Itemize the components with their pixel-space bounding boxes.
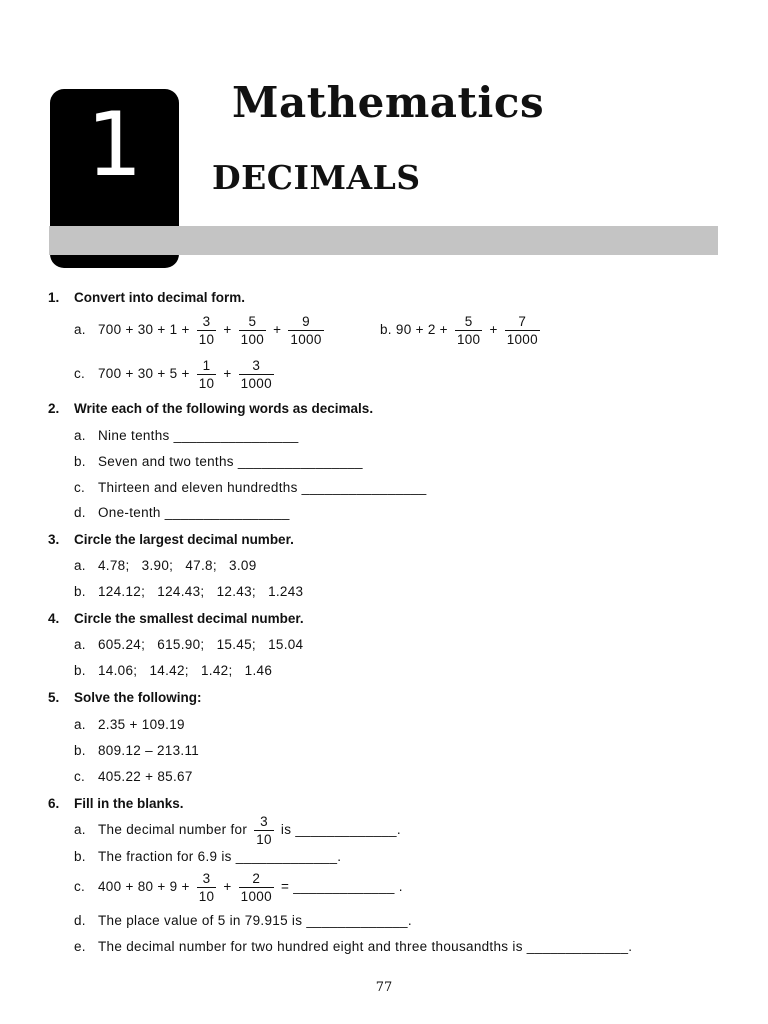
item-text: = _____________ . xyxy=(280,879,403,895)
item-text: The fraction for 6.9 is _____________. xyxy=(98,849,342,864)
item-label: c. xyxy=(74,769,86,784)
item-text: 14.06; 14.42; 1.42; 1.46 xyxy=(98,663,273,678)
fraction xyxy=(505,313,540,348)
q2-item xyxy=(74,428,299,443)
fraction xyxy=(239,313,266,348)
chapter-number: 1 xyxy=(86,93,143,196)
question-1 xyxy=(48,290,245,305)
denominator: 1000 xyxy=(290,332,322,347)
item-label: a. xyxy=(74,717,86,732)
question-title: Solve the following: xyxy=(74,690,202,705)
question-number: 1. xyxy=(48,290,60,305)
topic-title: DECIMALS xyxy=(212,158,421,197)
operator: + xyxy=(223,879,232,895)
item-label: c. xyxy=(74,879,86,895)
expression-text: 400 + 80 + 9 + xyxy=(98,879,190,895)
q4-item xyxy=(74,637,303,652)
item-text: Thirteen and eleven hundredths ________________ xyxy=(98,480,427,495)
q1-item-c xyxy=(74,357,277,392)
question-title: Circle the largest decimal number. xyxy=(74,532,294,547)
q2-item xyxy=(74,505,290,520)
numerator: 1 xyxy=(202,358,211,373)
item-label: a. xyxy=(74,428,86,443)
numerator: 7 xyxy=(518,314,527,329)
question-title: Convert into decimal form. xyxy=(74,290,246,305)
expression-text: 700 + 30 + 1 + xyxy=(98,322,190,338)
item-text: The decimal number for two hundred eight and three thousandths is _____________. xyxy=(98,939,633,954)
numerator: 3 xyxy=(252,358,261,373)
item-label: a. xyxy=(74,322,86,338)
page-number: 77 xyxy=(375,980,393,995)
q5-item xyxy=(74,769,193,784)
operator: + xyxy=(489,322,498,338)
fraction xyxy=(239,357,274,392)
q6-item-b xyxy=(74,849,341,864)
numerator: 5 xyxy=(464,314,473,329)
q5-item xyxy=(74,717,185,732)
question-2 xyxy=(48,401,373,416)
denominator: 10 xyxy=(198,332,215,347)
denominator: 1000 xyxy=(240,889,272,904)
question-number: 3. xyxy=(48,532,60,547)
item-label: b. xyxy=(74,454,86,469)
item-label: a. xyxy=(74,558,86,573)
denominator: 100 xyxy=(456,332,481,347)
q1-item-a xyxy=(74,313,327,348)
denominator: 10 xyxy=(198,889,215,904)
item-label: d. xyxy=(74,505,86,520)
q6-item-a xyxy=(74,813,401,848)
item-label: b. xyxy=(74,849,86,864)
item-label: e. xyxy=(74,939,86,954)
item-label: d. xyxy=(74,913,86,928)
expression-text: 90 + 2 + xyxy=(395,322,448,338)
numerator: 3 xyxy=(202,871,211,886)
q4-item xyxy=(74,663,272,678)
numerator: 3 xyxy=(260,814,268,829)
item-label: a. xyxy=(74,822,86,838)
numerator: 3 xyxy=(202,314,211,329)
item-text: 405.22 + 85.67 xyxy=(98,769,193,784)
question-title: Circle the smallest decimal number. xyxy=(74,611,304,626)
fraction xyxy=(455,313,482,348)
operator: + xyxy=(273,322,282,338)
operator: + xyxy=(223,366,232,382)
item-text: Nine tenths ________________ xyxy=(98,428,299,443)
question-number: 4. xyxy=(48,611,60,626)
denominator: 100 xyxy=(240,332,265,347)
item-text: 4.78; 3.90; 47.8; 3.09 xyxy=(98,558,257,573)
question-4 xyxy=(48,611,304,626)
denominator: 10 xyxy=(256,832,272,847)
fraction xyxy=(197,313,217,348)
item-text: 124.12; 124.43; 12.43; 1.243 xyxy=(98,584,304,599)
q3-item xyxy=(74,584,303,599)
item-text: The place value of 5 in 79.915 is _____________. xyxy=(98,913,412,928)
fraction xyxy=(197,870,217,905)
q6-item-d xyxy=(74,913,412,928)
question-number: 5. xyxy=(48,690,60,705)
item-text: Seven and two tenths ________________ xyxy=(98,454,363,469)
item-text: One-tenth ________________ xyxy=(98,505,290,520)
item-label: b. xyxy=(74,663,86,678)
fraction xyxy=(239,870,274,905)
q2-item xyxy=(74,480,427,495)
q2-item xyxy=(74,454,363,469)
denominator: 10 xyxy=(198,376,215,391)
operator: + xyxy=(223,322,232,338)
expression-text: 700 + 30 + 5 + xyxy=(98,366,190,382)
item-text: 809.12 – 213.11 xyxy=(98,743,200,758)
item-text: is _____________. xyxy=(280,822,401,838)
item-text: 605.24; 615.90; 15.45; 15.04 xyxy=(98,637,304,652)
item-label: b. xyxy=(74,584,86,599)
numerator: 9 xyxy=(302,314,310,329)
item-label: a. xyxy=(74,637,86,652)
q6-item-e xyxy=(74,939,632,954)
question-3 xyxy=(48,532,294,547)
q5-item xyxy=(74,743,199,758)
numerator: 5 xyxy=(248,314,257,329)
denominator: 1000 xyxy=(240,376,272,391)
item-label: b. xyxy=(74,743,86,758)
item-text: 2.35 + 109.19 xyxy=(98,717,185,732)
fraction xyxy=(197,357,217,392)
question-title: Fill in the blanks. xyxy=(74,796,184,811)
item-text: The decimal number for xyxy=(98,822,248,838)
q3-item xyxy=(74,558,257,573)
header-band xyxy=(49,226,718,255)
subject-title: Mathematics xyxy=(232,78,545,127)
item-label: b. xyxy=(380,322,392,338)
q1-item-b xyxy=(380,313,543,348)
question-6 xyxy=(48,796,184,811)
question-number: 6. xyxy=(48,796,60,811)
q6-item-c xyxy=(74,870,403,905)
question-title: Write each of the following words as decimals. xyxy=(74,401,374,416)
fraction xyxy=(288,313,323,348)
question-number: 2. xyxy=(48,401,60,416)
question-5 xyxy=(48,690,202,705)
numerator: 2 xyxy=(252,871,261,886)
item-label: c. xyxy=(74,366,86,382)
fraction xyxy=(254,813,274,848)
denominator: 1000 xyxy=(506,332,538,347)
item-label: c. xyxy=(74,480,86,495)
